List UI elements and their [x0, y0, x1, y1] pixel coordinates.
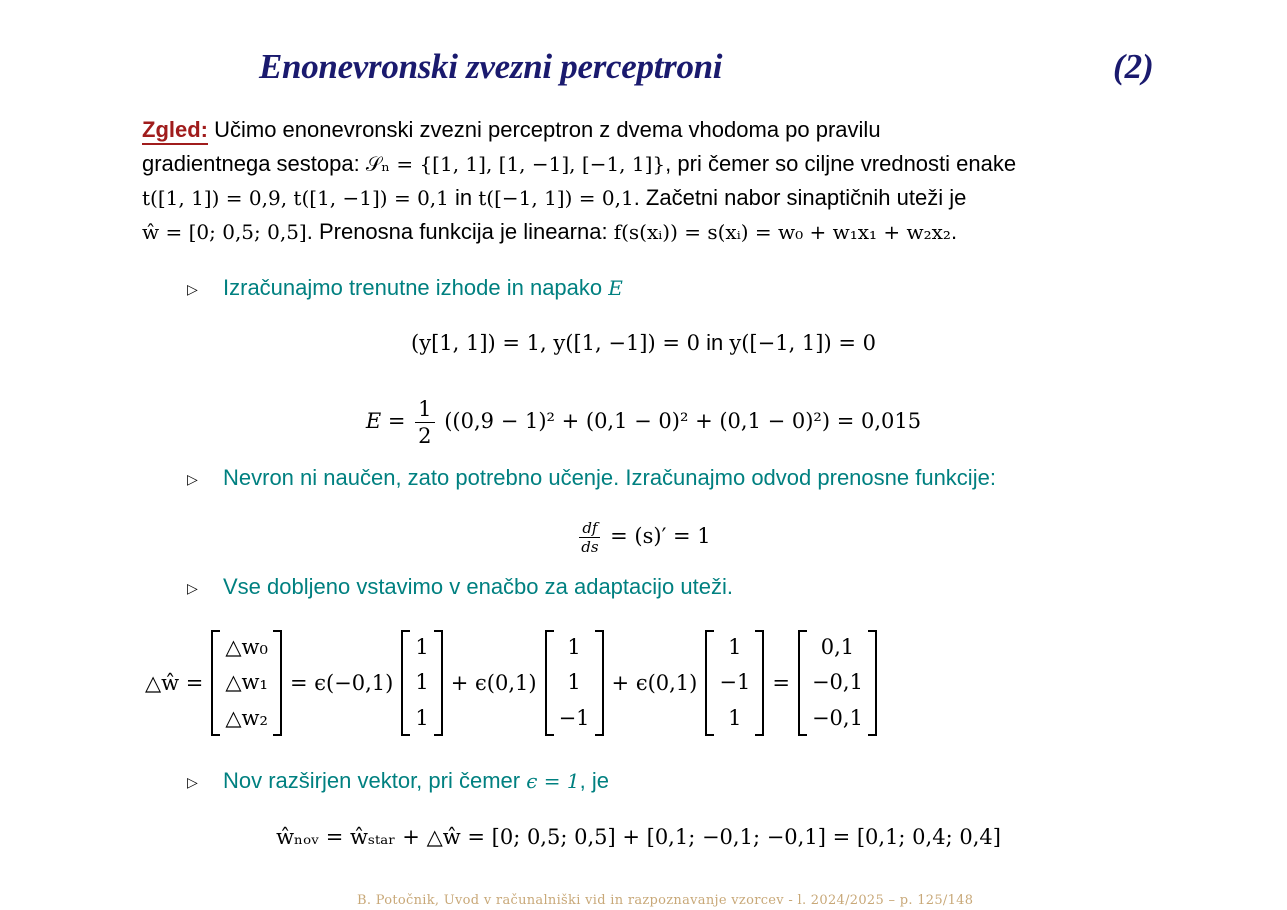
intro-line-3 — [142, 181, 1142, 215]
vector-entry: −0,1 — [811, 670, 863, 695]
triangle-bullet-icon: ▷ — [187, 773, 198, 790]
deriv-denominator: ds — [581, 538, 599, 556]
op2-operator: + ϵ(0,1) — [450, 671, 537, 695]
intro-line-3-text: . Začetni nabor sinaptičnih uteži je — [633, 185, 967, 210]
training-set-math: 𝒮ₙ = {[1, 1], [1, −1], [−1, 1]} — [365, 152, 666, 176]
deriv-numerator: df — [579, 519, 600, 538]
triangle-bullet-icon: ▷ — [187, 280, 198, 297]
frac-numerator: 1 — [415, 396, 434, 423]
triangle-bullet-icon: ▷ — [187, 470, 198, 487]
bullet-math: ϵ = 1 — [526, 769, 580, 793]
outputs-equation — [0, 330, 1287, 356]
vector-entry: △w₀ — [225, 635, 268, 660]
result-vector — [798, 630, 877, 736]
input-vector-3 — [705, 630, 764, 736]
bullet-text: Nevron ni naučen, zato potrebno učenje. Izračunajmo odvod prenosne funkcije: — [223, 465, 996, 490]
intro-line-2 — [142, 147, 1142, 181]
error-rhs: ((0,9 − 1)² + (0,1 − 0)² + (0,1 − 0)²) = 0,015 — [444, 409, 922, 433]
bullet-text: Izračunajmo trenutne izhode in napako — [223, 275, 609, 300]
bullet-text: Nov razširjen vektor, pri čemer — [223, 768, 527, 793]
deriv-rhs: = (s)′ = 1 — [610, 524, 711, 548]
vector-entry: △w₂ — [225, 705, 268, 730]
intro-line-4-end: . — [950, 219, 958, 244]
error-lhs: E = — [365, 409, 406, 433]
slide-title: Enonevronski zvezni perceptroni — [259, 47, 723, 86]
bullet-text-after: , je — [579, 768, 609, 793]
delta-vector — [211, 630, 282, 736]
derivative-equation — [0, 519, 1287, 556]
vector-entry: 1 — [415, 670, 429, 695]
vector-entry: −1 — [719, 670, 751, 695]
target-1-math: t([1, 1]) = 0,9 — [142, 186, 281, 210]
example-paragraph — [142, 113, 1142, 249]
intro-line-1-text: Učimo enonevronski zvezni perceptron z dvema vhodoma po pravilu — [208, 117, 881, 142]
frac-denominator: 2 — [418, 424, 432, 448]
vector-entry: −0,1 — [811, 705, 863, 730]
final-weights-equation: ŵₙₒᵥ = ŵₛₜₐᵣ + △ŵ = [0; 0,5; 0,5] + [0,1; −0,1; −0,1] = [0,1; 0,4; 0,4] — [276, 825, 1001, 849]
derivative-fraction — [579, 519, 600, 556]
intro-line-4 — [142, 215, 1142, 249]
eq1-operator: = ϵ(−0,1) — [289, 671, 394, 695]
vector-entry: −1 — [558, 705, 590, 730]
weight-update-equation — [145, 630, 885, 736]
bullet-adaptation — [187, 574, 733, 600]
triangle-bullet-icon: ▷ — [187, 579, 198, 596]
vector-entry: 1 — [567, 670, 581, 695]
vector-entry: 1 — [415, 705, 429, 730]
target-3-math: t([−1, 1]) = 0,1 — [478, 186, 634, 210]
target-sep: , — [280, 186, 294, 210]
half-fraction — [415, 396, 434, 449]
bullet-derivative — [187, 465, 996, 491]
vector-entry: 1 — [728, 705, 742, 730]
intro-line-1 — [142, 113, 1142, 147]
delta-w-lhs: △ŵ = — [145, 671, 204, 695]
vector-entry: 1 — [728, 635, 742, 660]
initial-weights-math: ŵ = [0; 0,5; 0,5] — [142, 220, 307, 244]
slide-number: (2) — [1113, 47, 1154, 86]
eq-final-operator: = — [772, 671, 790, 695]
target-in-word: in — [448, 185, 479, 210]
target-2-math: t([1, −1]) = 0,1 — [293, 186, 449, 210]
vector-entry: 1 — [567, 635, 581, 660]
input-vector-2 — [545, 630, 604, 736]
outputs-math-a: (y[1, 1]) = 1, y([1, −1]) = 0 — [411, 331, 700, 355]
error-equation — [0, 396, 1287, 449]
intro-line-4-text: . Prenosna funkcija je linearna: — [306, 219, 614, 244]
input-vector-1 — [401, 630, 442, 736]
outputs-math-b: y([−1, 1]) = 0 — [729, 331, 876, 355]
intro-line-2-text-b: , pri čemer so ciljne vrednosti enake — [665, 151, 1017, 176]
bullet-compute-outputs — [187, 275, 623, 301]
vector-entry: 0,1 — [820, 635, 855, 660]
op3-operator: + ϵ(0,1) — [611, 671, 698, 695]
bullet-text: Vse dobljeno vstavimo v enačbo za adaptacijo uteži. — [223, 574, 733, 599]
vector-entry: 1 — [415, 635, 429, 660]
vector-entry: △w₁ — [225, 670, 268, 695]
intro-line-2-text-a: gradientnega sestopa: — [142, 151, 366, 176]
bullet-new-vector — [187, 768, 609, 794]
outputs-in-word: in — [700, 330, 730, 355]
example-label: Zgled: — [142, 117, 208, 145]
page-footer: B. Potočnik, Uvod v računalniški vid in razpoznavanje vzorcev - l. 2024/2025 – p. 125/148 — [357, 893, 974, 908]
transfer-function-math: f(s(xᵢ)) = s(xᵢ) = w₀ + w₁x₁ + w₂x₂ — [613, 220, 951, 244]
bullet-math: E — [608, 276, 623, 300]
